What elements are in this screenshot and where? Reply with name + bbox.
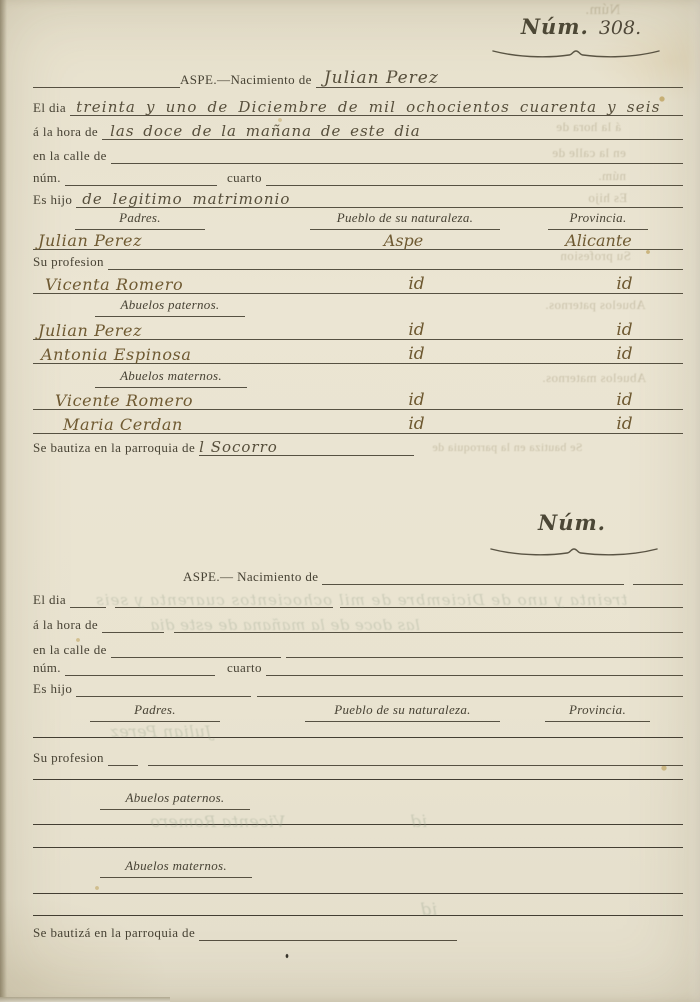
page-edge-highlight <box>688 0 700 1002</box>
baptism-field <box>33 921 683 941</box>
bleedthrough-handwriting: Julian Perez <box>110 722 212 741</box>
maternal-grandparents-label: Abuelos maternos. <box>100 858 252 878</box>
father-name: Julian Perez <box>38 231 143 250</box>
grandparent-name: Antonia Espinosa <box>41 345 192 364</box>
column-header-province: Provincia. <box>548 210 648 230</box>
bleedthrough-handwriting: Vicenta Romero <box>150 812 286 831</box>
room-label: cuarto <box>226 170 262 185</box>
blank-record-line <box>33 779 683 780</box>
grandparent-town-ditto: id <box>408 414 425 434</box>
column-header-town: Pueblo de su naturaleza. <box>310 210 500 230</box>
rule-segment <box>633 564 683 585</box>
maternal-grandparents-label: Abuelos maternos. <box>95 368 247 388</box>
child-legitimacy-field <box>33 677 683 697</box>
scan-edge <box>0 997 170 1002</box>
number-room-field <box>33 656 683 676</box>
grandparent-name: Maria Cerdan <box>63 415 183 434</box>
grandparent-province-ditto: id <box>616 320 633 340</box>
mother-town-ditto: id <box>408 274 425 294</box>
blank-record-line <box>33 847 683 848</box>
number-label: núm. <box>33 170 61 185</box>
father-row <box>33 230 683 250</box>
bleedthrough-text: á la hora de <box>556 119 622 134</box>
blank-record-line <box>33 893 683 894</box>
bleedthrough-text: núm. <box>598 168 626 183</box>
child-label: Es hijo <box>33 192 73 207</box>
page-edge-shadow <box>0 0 7 1002</box>
form-title-label: ASPE.— Nacimiento de <box>183 569 319 584</box>
mother-row <box>33 274 683 294</box>
day-value: treinta y uno de Diciembre de mil ochocientos cuarenta y seis <box>76 98 661 116</box>
form-title-label: ASPE.—Nacimiento de <box>180 72 312 87</box>
child-name-value: Julian Perez <box>323 68 439 88</box>
paternal-grandparents-label: Abuelos paternos. <box>95 297 245 317</box>
grandparent-name: Julian Perez <box>38 321 143 340</box>
number-room-field <box>33 166 683 186</box>
grandparent-town-ditto: id <box>408 320 425 340</box>
grandparent-town-ditto: id <box>408 344 425 364</box>
form-title-row <box>33 68 683 88</box>
bleedthrough-text: Se bautiza en la parroquia de <box>432 440 583 454</box>
profession-field <box>33 746 683 766</box>
column-header-parents: Padres. <box>90 702 220 722</box>
day-label: El dia <box>33 592 67 607</box>
rule-segment <box>33 67 180 88</box>
bleedthrough-text: Su profesion <box>560 248 631 263</box>
maternal-grandfather-row <box>33 390 683 410</box>
profession-label: Su profesion <box>33 750 104 765</box>
num-label: Núm. <box>520 14 589 39</box>
grandparent-province-ditto: id <box>616 344 633 364</box>
num-label: Núm. <box>538 510 606 535</box>
mother-name: Vicenta Romero <box>45 275 184 294</box>
bleedthrough-text: en la calle de <box>552 145 626 160</box>
bleedthrough-text: Es hijo <box>588 190 628 205</box>
flourish-divider <box>488 545 660 559</box>
mother-province-ditto: id <box>616 274 633 294</box>
street-label: en la calle de <box>33 148 107 163</box>
grandparent-province-ditto: id <box>616 390 633 410</box>
baptism-field <box>33 436 683 456</box>
flourish-divider <box>490 47 662 61</box>
column-header-province: Provincia. <box>545 702 650 722</box>
hour-value: las doce de la mañana de este dia <box>110 122 421 140</box>
form-title-row <box>33 565 683 585</box>
baptism-label: Se bautiza en la parroquia de <box>33 440 196 455</box>
paternal-grandparents-label: Abuelos paternos. <box>100 790 250 810</box>
bleedthrough-text: Abuelos maternos. <box>542 370 647 385</box>
child-value: de legitimo matrimonio <box>82 190 291 208</box>
num-value: 308. <box>598 17 642 39</box>
room-label: cuarto <box>226 660 262 675</box>
bleedthrough-handwriting: id <box>420 900 438 920</box>
baptism-value: l Socorro <box>199 438 278 456</box>
child-legitimacy-field <box>33 188 683 208</box>
grandparent-province-ditto: id <box>616 414 633 434</box>
blank-record-line <box>33 915 683 916</box>
number-label: núm. <box>33 660 61 675</box>
child-name-line <box>316 67 683 88</box>
profession-label: Su profesion <box>33 254 104 269</box>
bleedthrough-handwriting: id <box>410 812 428 832</box>
baptism-label: Se bautizá en la parroquia de <box>33 925 196 940</box>
blank-record-line <box>33 824 683 825</box>
father-town: Aspe <box>383 231 424 250</box>
child-label: Es hijo <box>33 681 73 696</box>
maternal-grandmother-row <box>33 414 683 434</box>
grandparent-town-ditto: id <box>408 390 425 410</box>
paternal-grandfather-row <box>33 320 683 340</box>
hour-label: á la hora de <box>33 617 99 632</box>
hour-label: á la hora de <box>33 124 99 139</box>
record-number-block <box>492 14 670 39</box>
bleedthrough-text: Abuelos paternos. <box>545 297 646 312</box>
paternal-grandmother-row <box>33 344 683 364</box>
column-header-town: Pueblo de su naturaleza. <box>305 702 500 722</box>
bleedthrough-text: Núm. <box>585 2 621 18</box>
child-name-line <box>322 564 624 585</box>
day-field <box>33 96 683 116</box>
day-label: El dia <box>33 100 67 115</box>
record-number-block <box>488 510 666 535</box>
column-header-parents: Padres. <box>75 210 205 230</box>
bleedthrough-handwriting: las doce de la mañana de este dia <box>150 616 420 634</box>
bleedthrough-handwriting: treinta y uno de Diciembre de mil ochocientos cuarenta y seis <box>95 591 628 609</box>
father-province: Alicante <box>565 231 632 250</box>
grandparent-name: Vicente Romero <box>55 391 194 410</box>
street-label: en la calle de <box>33 642 107 657</box>
